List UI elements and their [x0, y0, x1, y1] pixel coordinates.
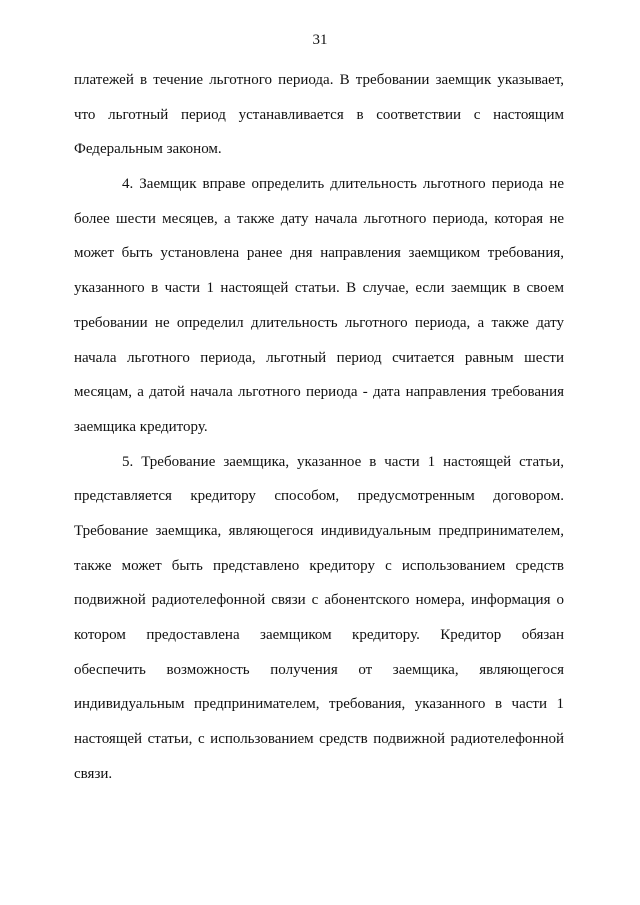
paragraph-item-4: [74, 167, 564, 445]
text-line: 5. Требование заемщика, указанное в части 1 настоящей статьи,: [122, 453, 564, 470]
text-line: настоящей статьи, с использованием средств подвижной радиотелефонной: [74, 731, 564, 748]
text-line: заемщика кредитору.: [74, 418, 208, 435]
text-line: представляется кредитору способом, предусмотренным договором.: [74, 488, 564, 505]
text-line: месяцам, а датой начала льготного периода - дата направления требования: [74, 384, 564, 401]
text-line: индивидуальным предпринимателем, требования, указанного в части 1: [74, 696, 564, 713]
text-line: Федеральным законом.: [74, 141, 222, 158]
text-line: требовании не определил длительность льготного периода, а также дату: [74, 314, 564, 331]
document-body: [74, 63, 564, 791]
text-line: более шести месяцев, а также дату начала льготного периода, которая не: [74, 210, 564, 227]
paragraph-item-5: [74, 445, 564, 792]
text-line: подвижной радиотелефонной связи с абонентского номера, информация о: [74, 592, 564, 609]
text-line: начала льготного периода, льготный период считается равным шести: [74, 349, 564, 366]
text-line: что льготный период устанавливается в соответствии с настоящим: [74, 106, 564, 123]
text-line: указанного в части 1 настоящей статьи. В случае, если заемщик в своем: [74, 280, 564, 297]
text-line: котором предоставлена заемщиком кредитору. Кредитор обязан: [74, 627, 564, 643]
text-line: может быть установлена ранее дня направления заемщиком требования,: [74, 245, 564, 262]
text-line: 4. Заемщик вправе определить длительность льготного периода не: [122, 176, 564, 193]
text-line: Требование заемщика, являющегося индивидуальным предпринимателем,: [74, 522, 564, 539]
paragraph-continuation: [74, 63, 564, 167]
text-line: также может быть представлено кредитору с использованием средств: [74, 557, 564, 574]
page-number: 31: [312, 32, 328, 48]
text-line: платежей в течение льготного периода. В требовании заемщик указывает,: [74, 72, 564, 88]
text-line: связи.: [74, 765, 113, 782]
text-line: обеспечить возможность получения от заемщика, являющегося: [74, 661, 564, 678]
